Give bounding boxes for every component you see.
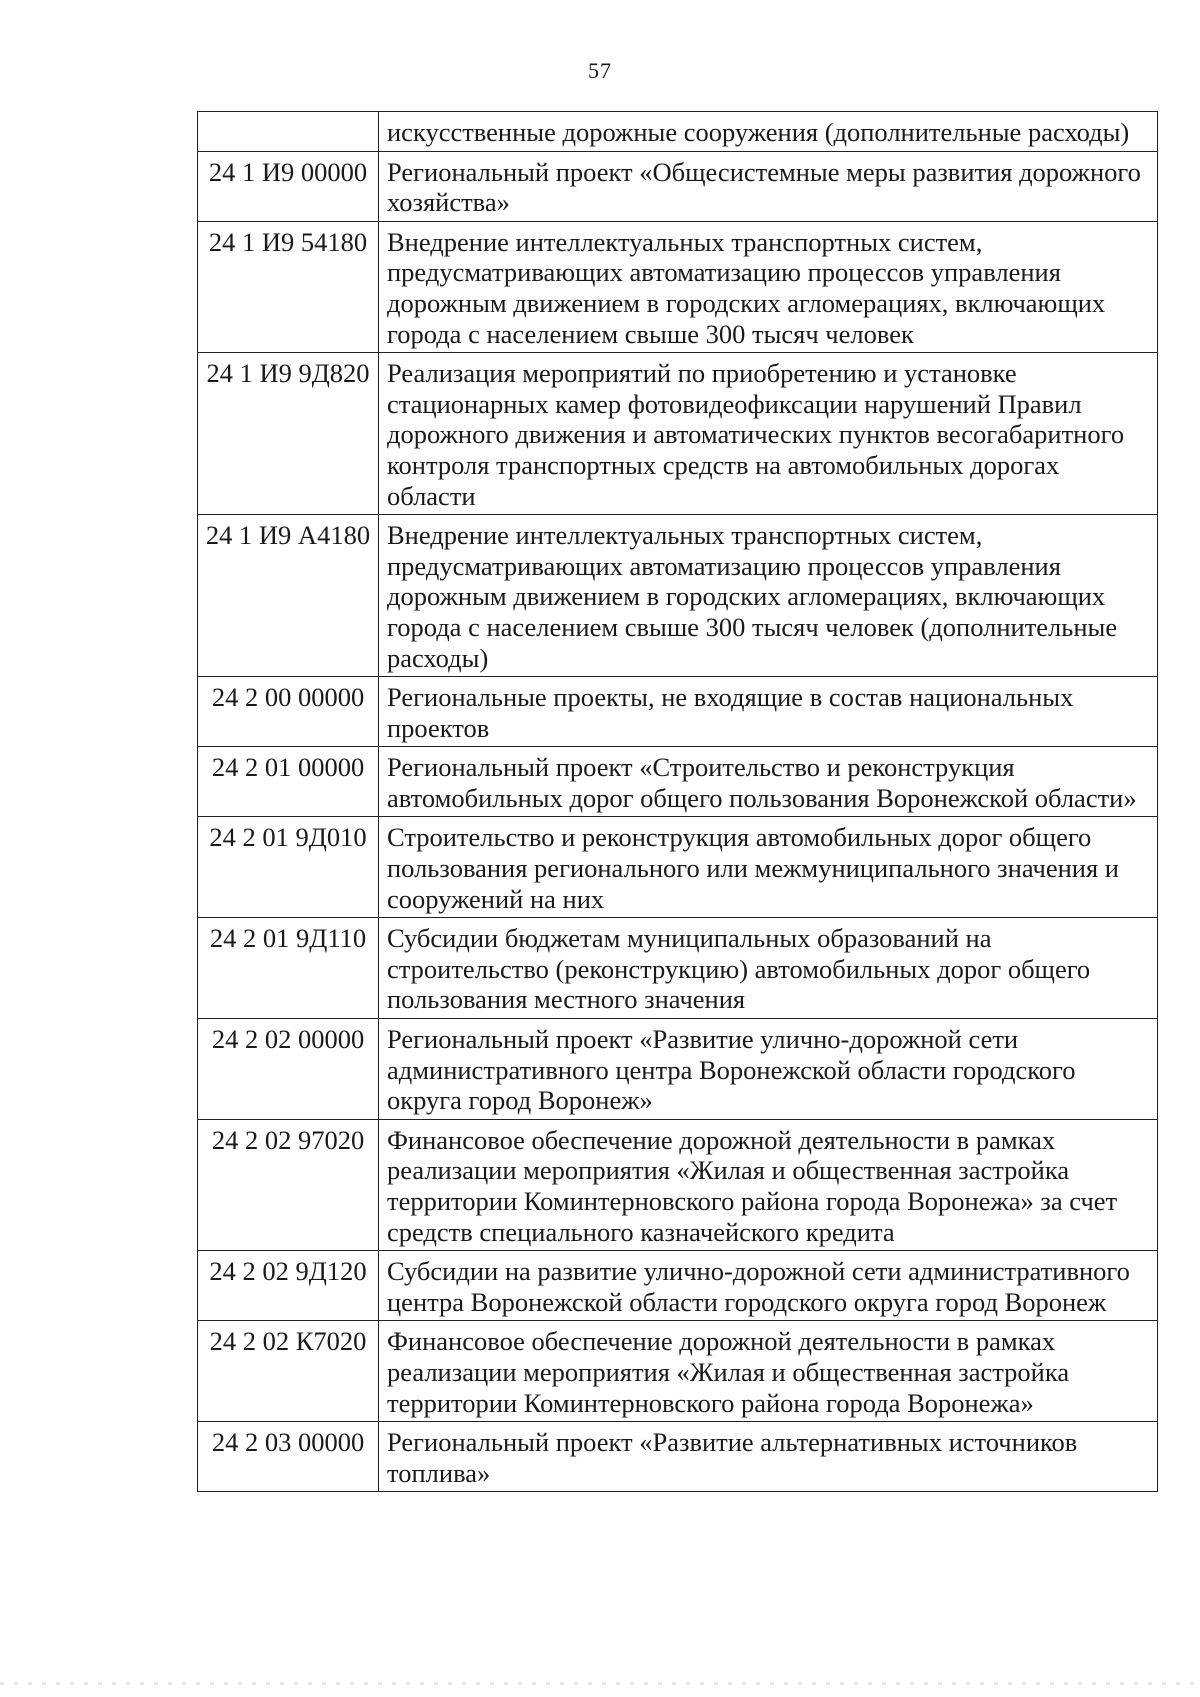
table-row [198,1251,1158,1321]
table-row [198,1019,1158,1120]
row-description-cell: Региональный проект «Общесистемные меры развития дорожного хозяйства» [379,151,1158,221]
row-code-cell: 24 1 И9 9Д820 [198,353,379,515]
row-code-cell: 24 2 00 00000 [198,677,379,747]
row-code-cell: 24 2 03 00000 [198,1422,379,1492]
row-description-cell: искусственные дорожные сооружения (дополнительные расходы) [379,112,1158,152]
row-description-cell: Финансовое обеспечение дорожной деятельности в рамках реализации мероприятия «Жилая и общественная застройка территории Коминтерновского района города Воронежа» [379,1321,1158,1422]
row-description-cell: Реализация мероприятий по приобретению и установке стационарных камер фотовидеофиксации нарушений Правил дорожного движения и автоматических пунктов весогабаритного контроля транспортных средств на автомобильных дорогах области [379,353,1158,515]
table-row [198,151,1158,221]
row-code-cell: 24 2 01 00000 [198,747,379,817]
row-code-cell: 24 1 И9 00000 [198,151,379,221]
table-row [198,817,1158,918]
row-description-cell: Региональный проект «Развитие улично-дорожной сети административного центра Воронежской области городского округа город Воронеж» [379,1019,1158,1120]
row-code-cell: 24 2 01 9Д010 [198,817,379,918]
row-description-cell: Финансовое обеспечение дорожной деятельности в рамках реализации мероприятия «Жилая и общественная застройка территории Коминтерновского района города Воронежа» за счет средств специального казначейского кредита [379,1119,1158,1250]
table-row [198,677,1158,747]
row-description-cell: Региональные проекты, не входящие в состав национальных проектов [379,677,1158,747]
row-code-cell: 24 2 02 97020 [198,1119,379,1250]
table-row [198,1119,1158,1250]
table-row [198,112,1158,152]
row-description-cell: Субсидии на развитие улично-дорожной сети административного центра Воронежской области городского округа город Воронеж [379,1251,1158,1321]
table-row [198,353,1158,515]
row-description-cell: Региональный проект «Строительство и реконструкция автомобильных дорог общего пользования Воронежской области» [379,747,1158,817]
row-code-cell: 24 2 01 9Д110 [198,918,379,1019]
table-row [198,1321,1158,1422]
row-description-cell: Внедрение интеллектуальных транспортных систем, предусматривающих автоматизацию процессов управления дорожным движением в городских агломерациях, включающих города с населением свыше 300 тысяч человек (дополнительные расходы) [379,515,1158,677]
row-code-cell: 24 2 02 9Д120 [198,1251,379,1321]
row-code-cell: 24 2 02 К7020 [198,1321,379,1422]
row-code-cell: 24 2 02 00000 [198,1019,379,1120]
budget-classification-table [197,111,1158,1492]
table-row [198,918,1158,1019]
row-code-cell: 24 1 И9 А4180 [198,515,379,677]
table-row [198,221,1158,352]
row-code-cell [198,112,379,152]
row-description-cell: Строительство и реконструкция автомобильных дорог общего пользования регионального или межмуниципального значения и сооружений на них [379,817,1158,918]
table-row [198,747,1158,817]
page-number: 57 [588,58,612,83]
table-row [198,515,1158,677]
row-code-cell: 24 1 И9 54180 [198,221,379,352]
table-row [198,1422,1158,1492]
row-description-cell: Внедрение интеллектуальных транспортных систем, предусматривающих автоматизацию процессов управления дорожным движением в городских агломерациях, включающих города с населением свыше 300 тысяч человек [379,221,1158,352]
row-description-cell: Субсидии бюджетам муниципальных образований на строительство (реконструкцию) автомобильных дорог общего пользования местного значения [379,918,1158,1019]
row-description-cell: Региональный проект «Развитие альтернативных источников топлива» [379,1422,1158,1492]
scan-edge-noise [0,1682,1200,1685]
